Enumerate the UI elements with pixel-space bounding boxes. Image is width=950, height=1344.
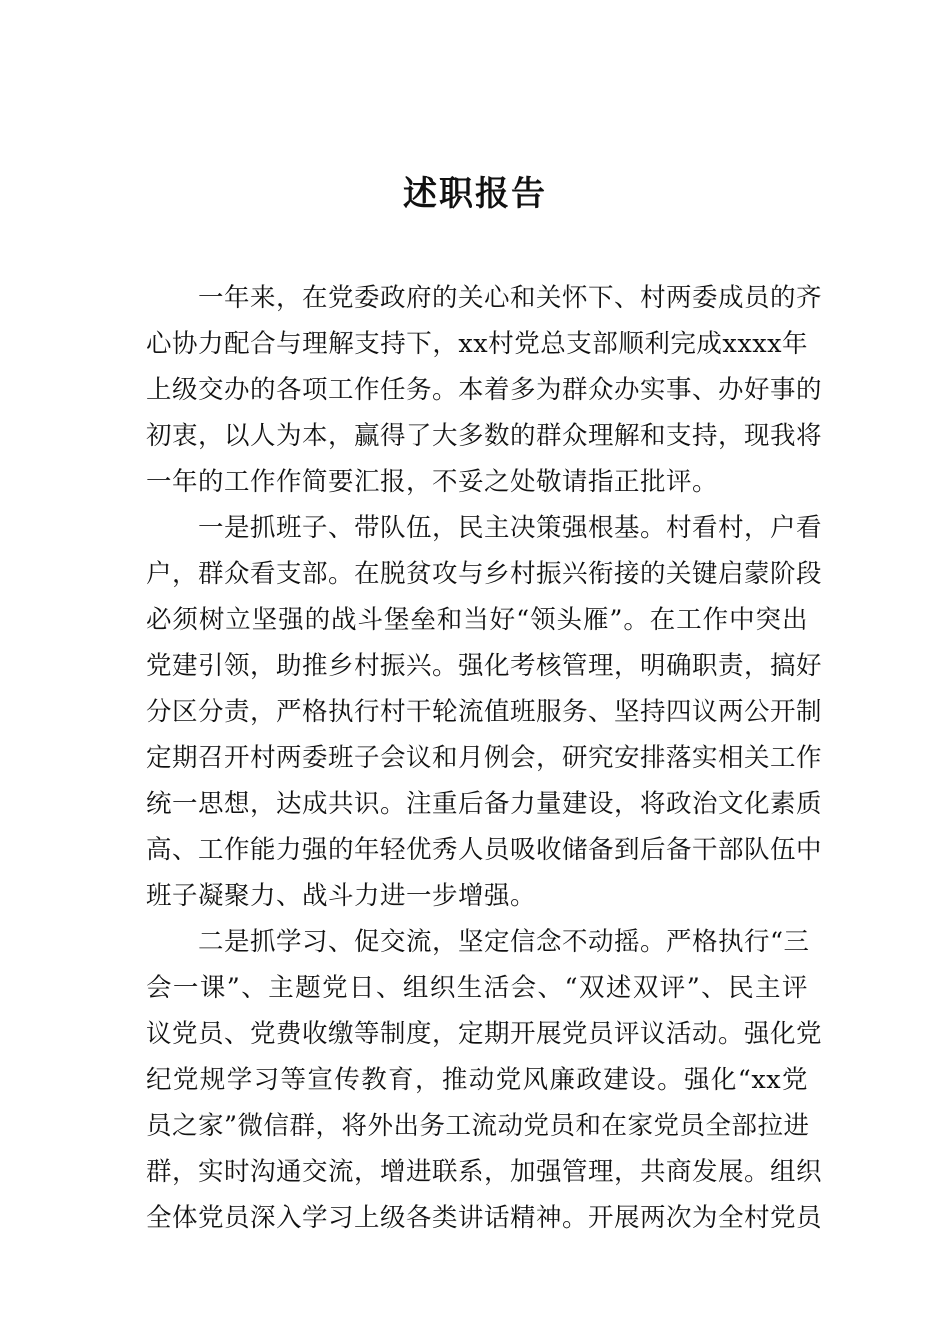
text-line: 纪党规学习等宣传教育，推动党风廉政建设。强化“xx党 (146, 1065, 808, 1095)
text-line: 一年的工作作简要汇报，不妥之处敬请指正批评。 (146, 467, 719, 497)
text-line: 一是抓班子、带队伍，民主决策强根基。村看村，户看 (198, 513, 823, 543)
document-title: 述职报告 (403, 174, 547, 214)
text-line: 初衷，以人为本，赢得了大多数的群众理解和支持，现我将 (146, 421, 823, 451)
text-line: 会一课”、主题党日、组织生活会、“双述双评”、民主评 (146, 973, 808, 1003)
text-line: 上级交办的各项工作任务。本着多为群众办实事、办好事的 (146, 375, 823, 405)
text-line: 统一思想，达成共识。注重后备力量建设，将政治文化素质 (146, 789, 823, 819)
text-line: 必须树立坚强的战斗堡垒和当好“领头雁”。在工作中突出 (146, 605, 808, 635)
text-line: 高、工作能力强的年轻优秀人员吸收储备到后备干部队伍中 (146, 835, 823, 865)
text-line: 班子凝聚力、战斗力进一步增强。 (146, 881, 537, 911)
text-line: 心协力配合与理解支持下，xx村党总支部顺利完成xxxx年 (146, 329, 808, 359)
text-line: 二是抓学习、促交流，坚定信念不动摇。严格执行“三 (198, 927, 810, 957)
text-line: 全体党员深入学习上级各类讲话精神。开展两次为全村党员 (146, 1203, 823, 1233)
text-line: 党建引领，助推乡村振兴。强化考核管理，明确职责，搞好 (146, 651, 823, 681)
text-line: 群，实时沟通交流，增进联系，加强管理，共商发展。组织 (146, 1157, 823, 1187)
document-body (146, 275, 823, 1241)
text-line: 定期召开村两委班子会议和月例会，研究安排落实相关工作 (146, 743, 823, 773)
text-line: 一年来，在党委政府的关心和关怀下、村两委成员的齐 (198, 283, 823, 313)
text-line: 议党员、党费收缴等制度，定期开展党员评议活动。强化党 (146, 1019, 823, 1049)
text-line: 分区分责，严格执行村干轮流值班服务、坚持四议两公开制 (146, 697, 823, 727)
text-line: 员之家”微信群，将外出务工流动党员和在家党员全部拉进 (146, 1111, 810, 1141)
text-line: 户，群众看支部。在脱贫攻与乡村振兴衔接的关键启蒙阶段 (146, 559, 823, 589)
